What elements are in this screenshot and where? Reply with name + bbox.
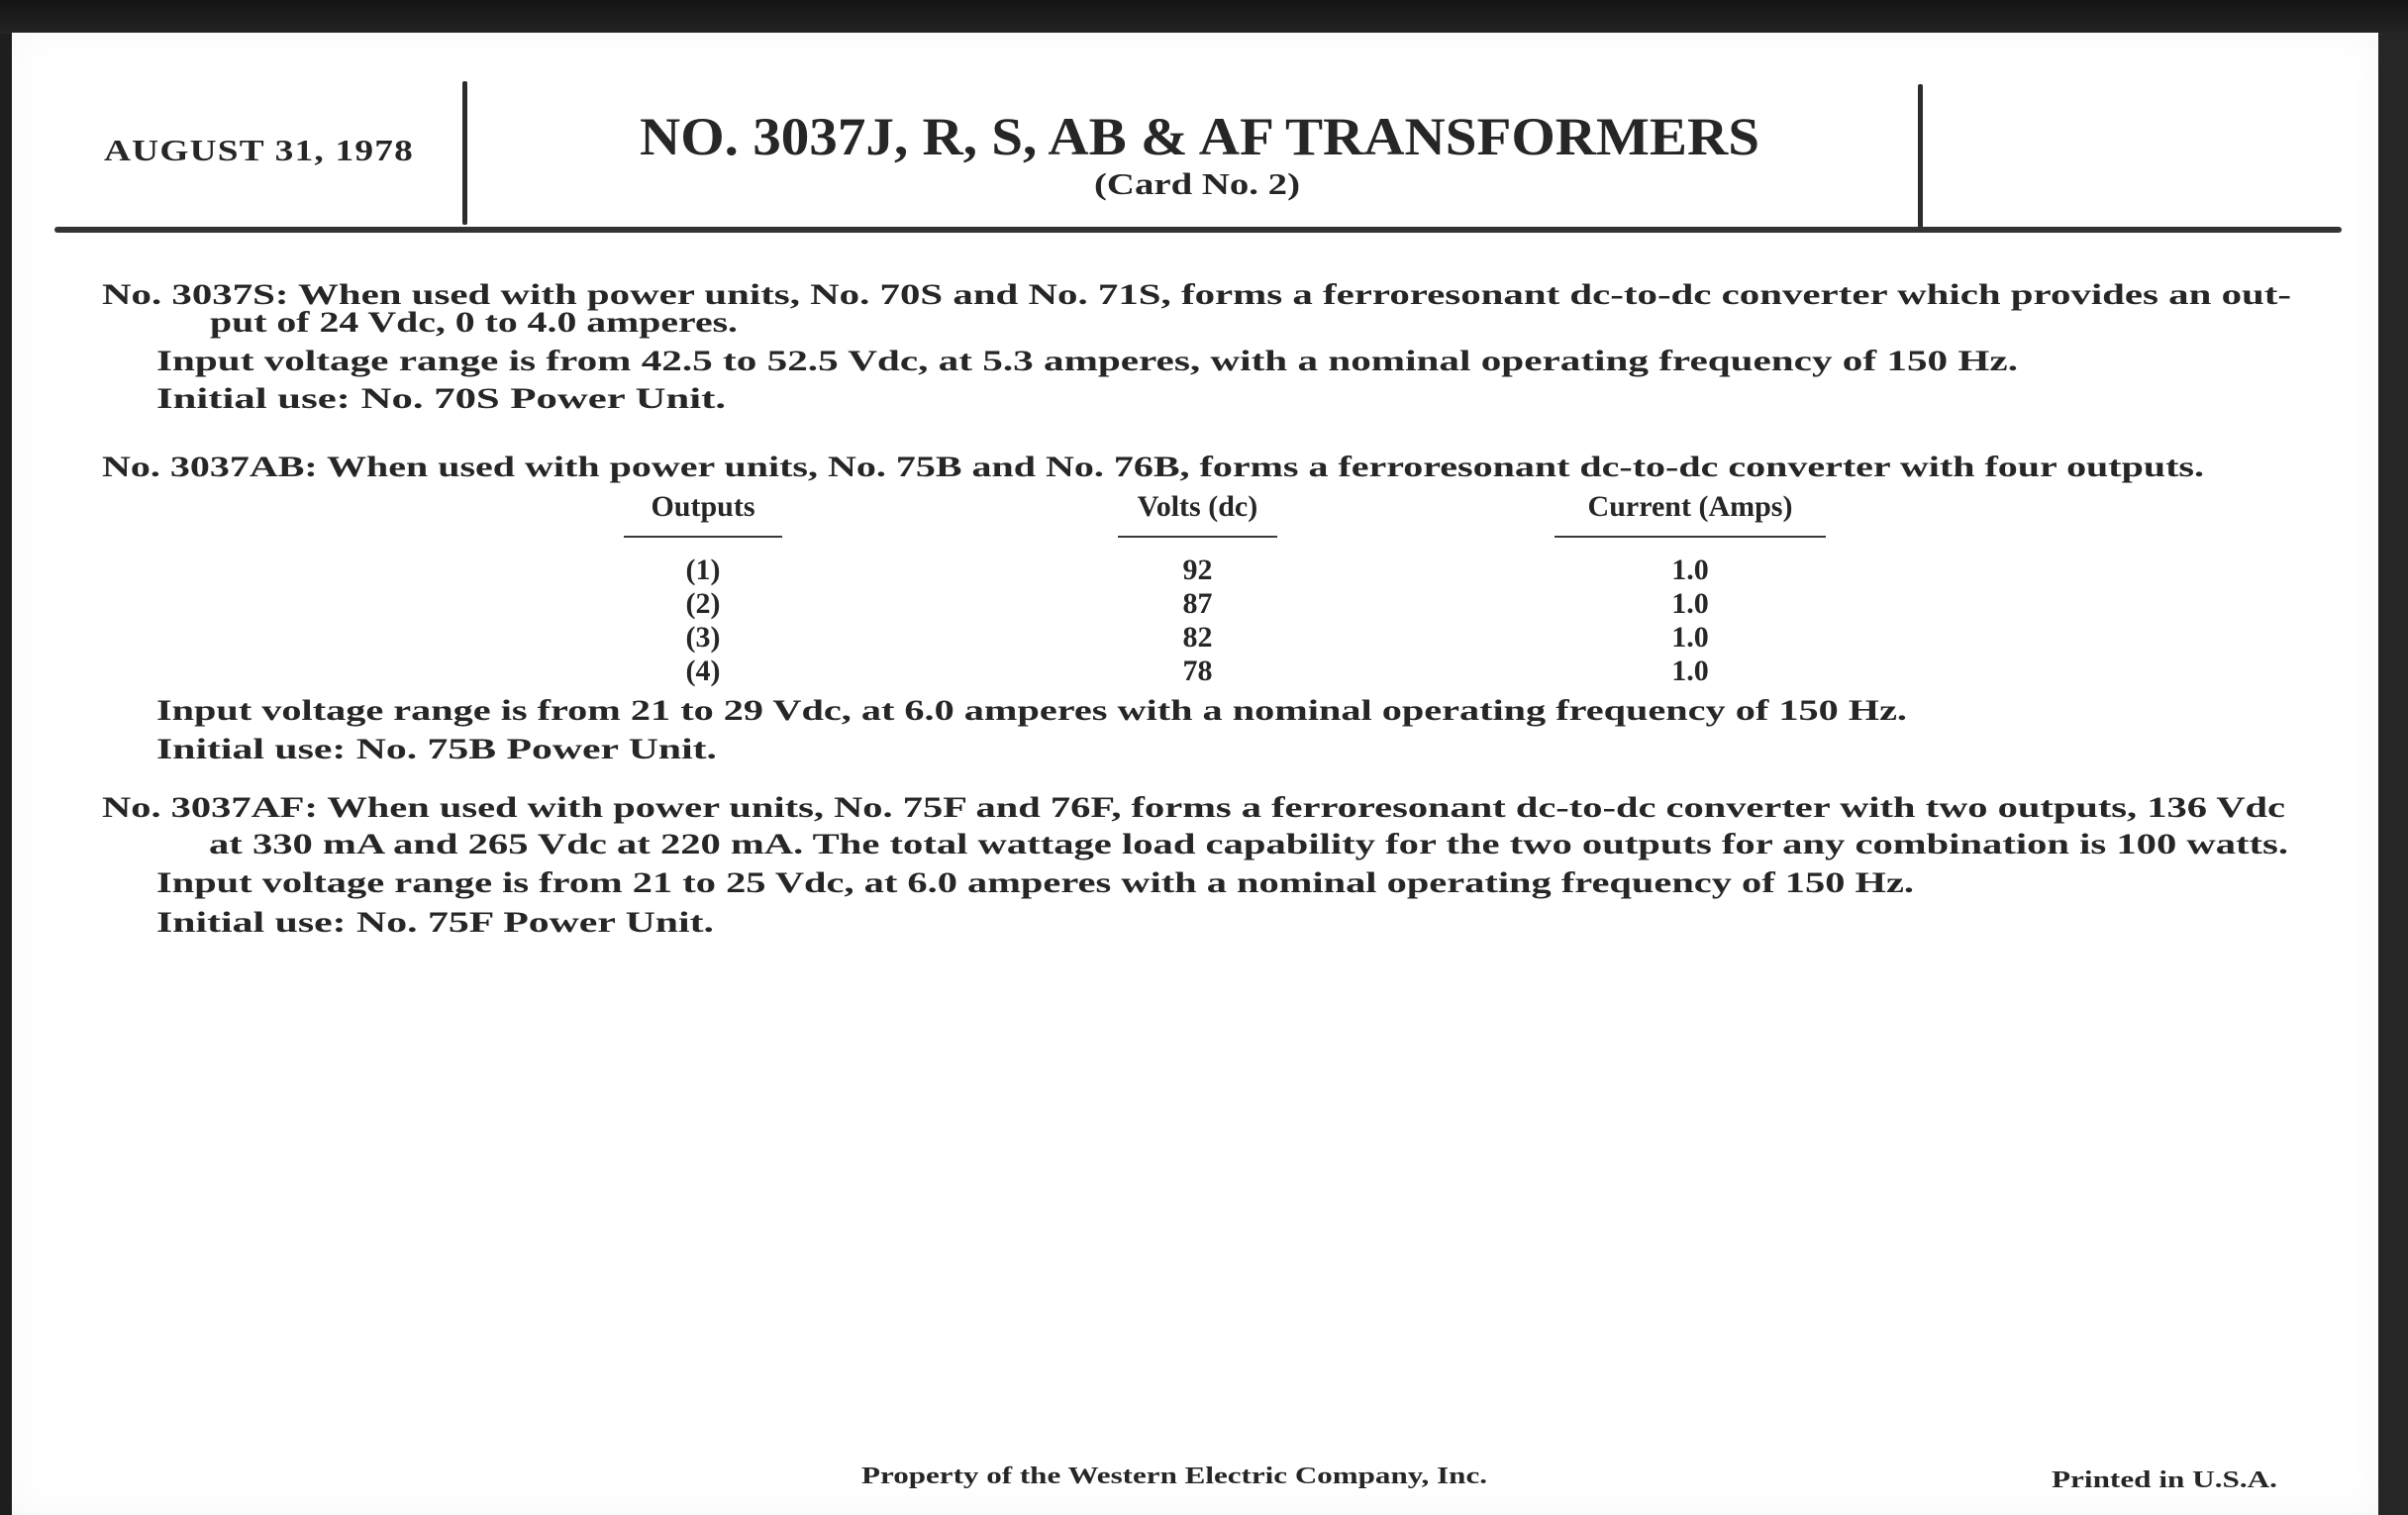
scan-border-right	[2378, 33, 2408, 1515]
section-3037AB-line-2: Input voltage range is from 21 to 29 Vdc, at 6.0 amperes with a nominal operating frequency of 150 Hz.	[156, 694, 1908, 727]
page-subtitle: (Card No. 2)	[1094, 166, 1300, 201]
section-3037S-line-1: No. 3037S: When used with power units, No. 70S and No. 71S, forms a ferroresonant dc-to-dc converter which provides an out-	[102, 278, 2291, 311]
table-cell-volts: 92	[1182, 554, 1213, 586]
document-card	[12, 33, 2378, 1515]
table-cell-output: (3)	[685, 621, 721, 654]
section-3037S-line-4: Initial use: No. 70S Power Unit.	[156, 382, 726, 415]
table-cell-output: (1)	[685, 554, 721, 586]
section-3037S-line-3: Input voltage range is from 42.5 to 52.5 Vdc, at 5.3 amperes, with a nominal operating frequency of 150 Hz.	[156, 345, 2018, 377]
section-3037AB-line-1: No. 3037AB: When used with power units, No. 75B and No. 76B, forms a ferroresonant dc-to-dc converter with four outputs.	[102, 451, 2204, 483]
table-header-outputs: Outputs	[651, 490, 755, 523]
header-rule	[54, 227, 2342, 233]
section-3037S-line-2: put of 24 Vdc, 0 to 4.0 amperes.	[210, 306, 738, 339]
table-cell-current: 1.0	[1671, 655, 1709, 687]
section-3037AB-line-3: Initial use: No. 75B Power Unit.	[156, 733, 717, 765]
table-header-rule	[1118, 536, 1277, 538]
table-header-current: Current (Amps)	[1587, 490, 1793, 523]
scan-border-top	[0, 0, 2408, 34]
table-header-rule	[1555, 536, 1826, 538]
table-cell-volts: 87	[1182, 587, 1213, 620]
table-header-volts: Volts (dc)	[1137, 490, 1258, 523]
section-3037AF-line-2: at 330 mA and 265 Vdc at 220 mA. The total wattage load capability for the two outputs for any combination is 100 watts.	[209, 828, 2288, 860]
page-title: NO. 3037J, R, S, AB & AF TRANSFORMERS	[640, 107, 1759, 166]
header-divider-left	[462, 81, 467, 225]
section-3037AF-line-1: No. 3037AF: When used with power units, No. 75F and 76F, forms a ferroresonant dc-to-dc converter with two outputs, 136 Vdc	[102, 791, 2285, 824]
section-3037AF-line-3: Input voltage range is from 21 to 25 Vdc, at 6.0 amperes with a nominal operating frequency of 150 Hz.	[156, 866, 1914, 899]
section-3037AF-line-4: Initial use: No. 75F Power Unit.	[156, 906, 714, 939]
table-cell-current: 1.0	[1671, 554, 1709, 586]
table-cell-output: (2)	[685, 587, 721, 620]
table-cell-volts: 78	[1182, 655, 1213, 687]
header-date: AUGUST 31, 1978	[104, 133, 414, 167]
footer-property: Property of the Western Electric Company, Inc.	[861, 1464, 1487, 1489]
table-cell-current: 1.0	[1671, 621, 1709, 654]
table-cell-current: 1.0	[1671, 587, 1709, 620]
header-divider-right	[1918, 84, 1923, 228]
footer-printed: Printed in U.S.A.	[2052, 1467, 2277, 1493]
table-cell-output: (4)	[685, 655, 721, 687]
table-header-rule	[624, 536, 782, 538]
table-cell-volts: 82	[1182, 621, 1213, 654]
